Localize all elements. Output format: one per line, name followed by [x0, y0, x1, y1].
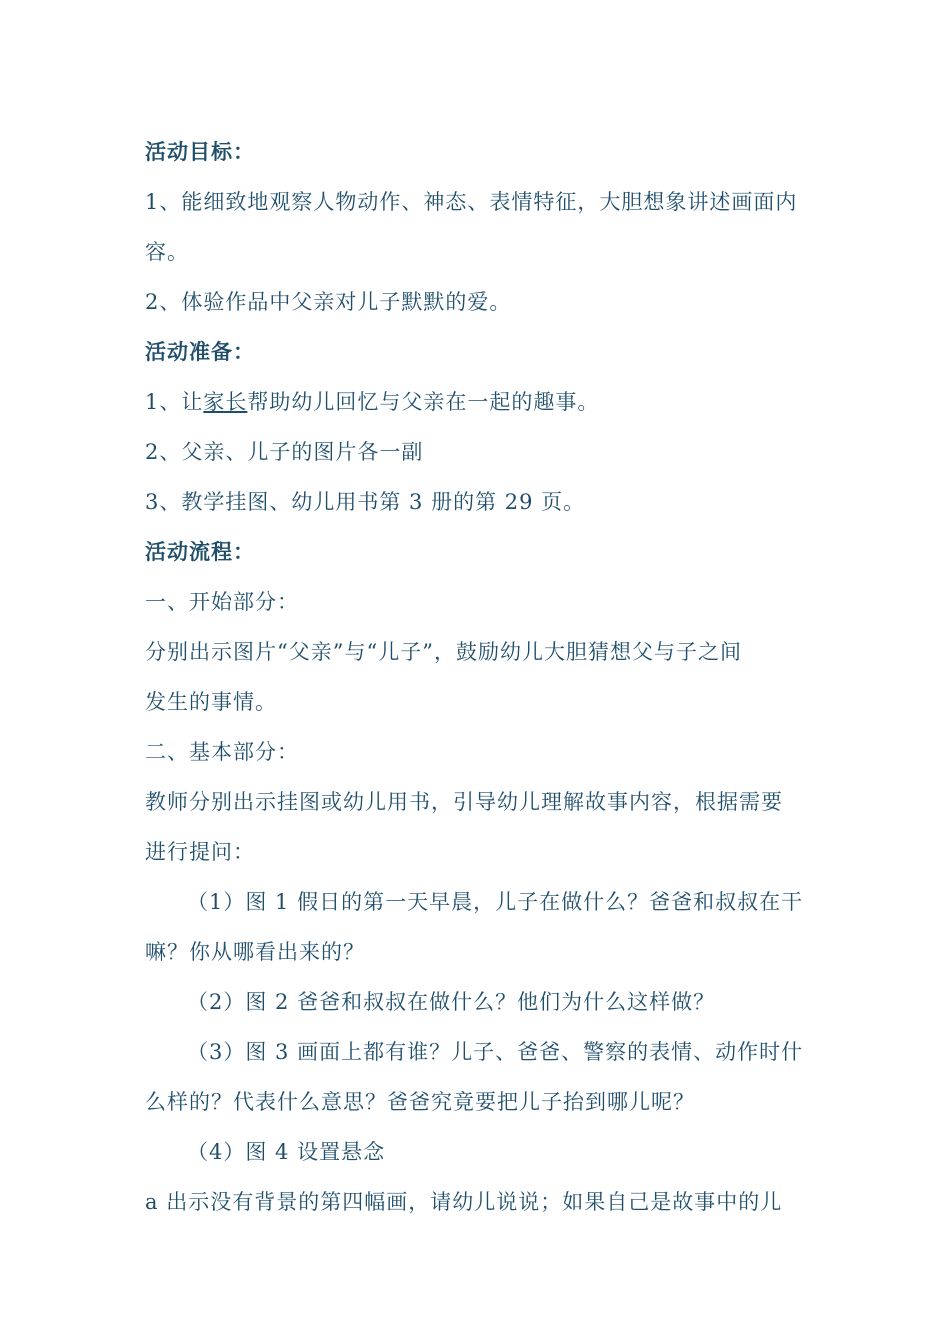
goals-heading: 活动目标： [145, 140, 255, 164]
part1-title: 一、开始部分： [145, 590, 299, 614]
prep-item-2: 2、父亲、儿子的图片各一副 [145, 440, 424, 464]
prep-item-1-prefix: 1、让 [145, 390, 204, 414]
prep-item-1-suffix: 帮助幼儿回忆与父亲在一起的趣事。 [247, 390, 600, 414]
part1-text-continued: 发生的事情。 [145, 690, 277, 714]
question-4: （4）图 4 设置悬念 [187, 1140, 386, 1164]
goal-item-2: 2、体验作品中父亲对儿子默默的爱。 [145, 290, 512, 314]
part1-text: 分别出示图片“父亲”与“儿子”，鼓励幼儿大胆猜想父与子之间 [145, 640, 742, 664]
prep-heading: 活动准备： [145, 340, 255, 364]
part2-text: 教师分别出示挂图或幼儿用书，引导幼儿理解故事内容，根据需要 [145, 790, 783, 814]
question-2: （2）图 2 爸爸和叔叔在做什么？他们为什么这样做？ [187, 990, 716, 1014]
prep-item-3: 3、教学挂图、幼儿用书第 3 册的第 29 页。 [145, 490, 586, 514]
question-3: （3）图 3 画面上都有谁？儿子、爸爸、警察的表情、动作时什 [187, 1040, 804, 1064]
step-a: a 出示没有背景的第四幅画，请幼儿说说；如果自己是故事中的儿 [145, 1190, 783, 1214]
flow-heading: 活动流程： [145, 540, 255, 564]
goal-item-1-continued: 容。 [145, 240, 189, 264]
prep-item-1 [145, 388, 815, 416]
parent-link[interactable]: 家长 [203, 390, 248, 414]
part2-title: 二、基本部分： [145, 740, 299, 764]
question-1: （1）图 1 假日的第一天早晨，儿子在做什么？爸爸和叔叔在干 [187, 890, 804, 914]
question-3-continued: 么样的？代表什么意思？爸爸究竟要把儿子抬到哪儿呢？ [145, 1090, 695, 1114]
part2-text-continued: 进行提问： [145, 840, 255, 864]
question-1-continued: 嘛？你从哪看出来的？ [145, 940, 365, 964]
goal-item-1: 1、能细致地观察人物动作、神态、表情特征，大胆想象讲述画面内 [145, 190, 798, 214]
